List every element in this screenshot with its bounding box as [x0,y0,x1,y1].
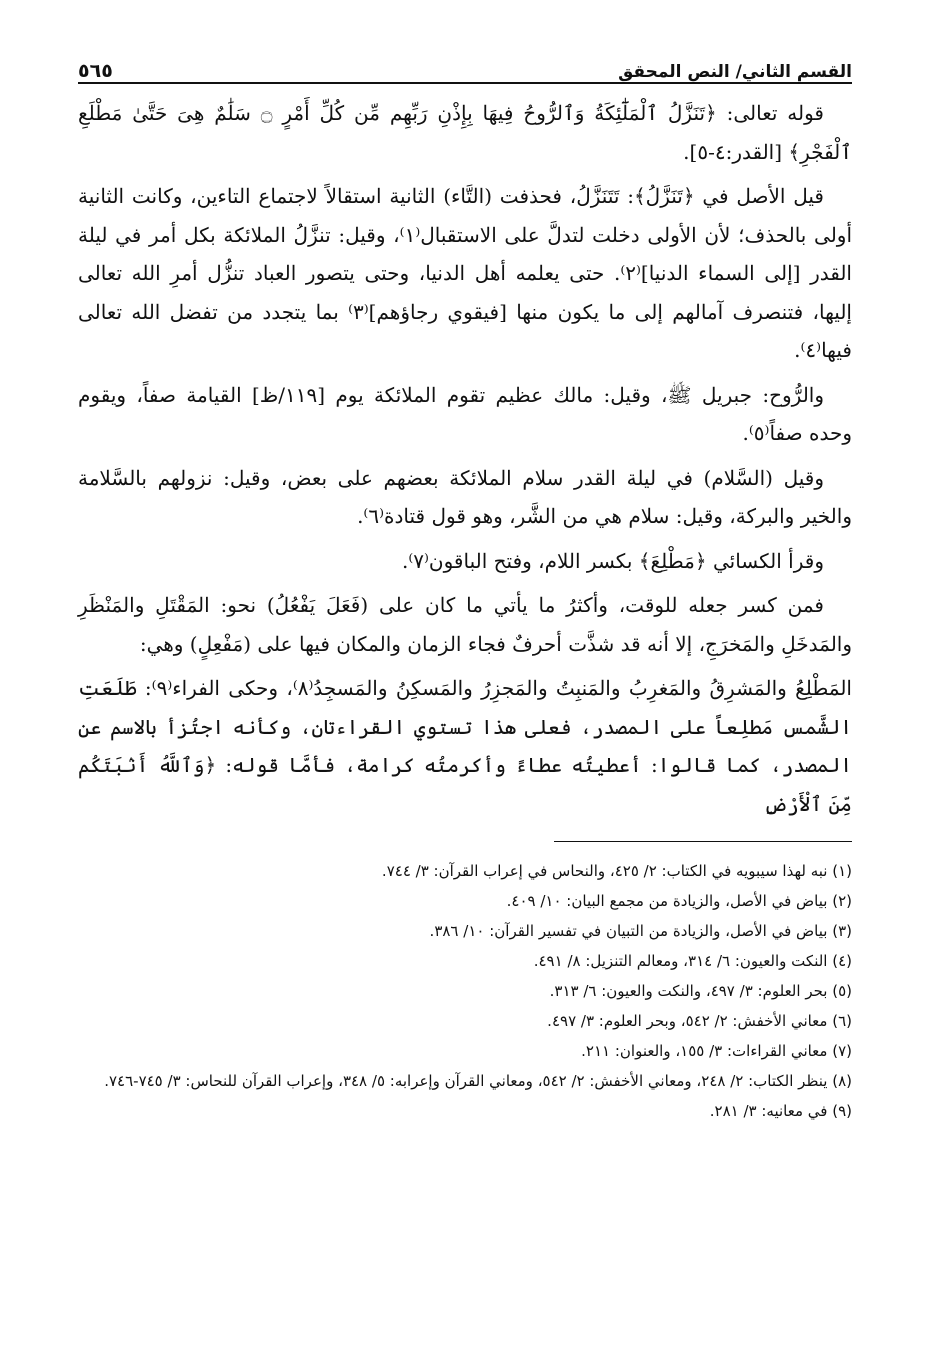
footnote-7: (٧) معاني القراءات: ٣/ ١٥٥، والعنوان: ٢١١. [581,1042,852,1060]
footnote-3: (٣) بياض في الأصل، والزيادة من التبيان في تفسير القرآن: ١٠/ ٣٨٦. [429,922,852,940]
paragraph-verse: قوله تعالى: ﴿تَنَزَّلُ ٱلْمَلَٰٓئِكَةُ وَٱلرُّوحُ فِيهَا بِإِذْنِ رَبِّهِم مِّن كُلِّ أَمْرٍ ۝ سَلَٰمٌ هِىَ حَتَّىٰ مَطْلَعِ ٱلْفَجْرِ﴾ [القدر:٤-٥]. [78,101,852,164]
main-text [78,94,852,823]
document-page [78,44,852,1334]
footnote-5: (٥) بحر العلوم: ٣/ ٤٩٧، والنكت والعيون: ٦/ ٣١٣. [549,982,852,1000]
paragraph-matla: المَطْلِعُ والمَشرِقُ والمَغرِبُ والمَنبِتُ والمَجزِرُ والمَسكِنُ والمَسجِدُ⁽٨⁾، وحكى الفراء⁽٩⁾: طَلَعَتِ الشَّمس مَطلِعاً على المصدر، فعلى هذا تستوي القراءتان، وكأنه اجتُزأ بالاسم عن المصدر، كما قالوا: أعطيتُه عطاءً وأكرمتُه كرامة، فأمَّا قوله: ﴿وَٱللَّهُ أَنۢبَتَكُم مِّنَ ٱلْأَرْضِ [78,676,852,816]
footnotes [78,856,852,1126]
paragraph-salam: وقيل (السَّلام) في ليلة القدر سلام الملائكة بعضهم على بعض، وقيل: نزولهم بالسَّلامة والخير والبركة، وقيل: سلام هي من الشَّر، وهو قول قتادة⁽٦⁾. [78,465,852,528]
footnote-separator [554,841,852,842]
page-number: ٥٦٥ [78,60,113,82]
footnote-8: (٨) ينظر الكتاب: ٢/ ٢٤٨، ومعاني الأخفش: ٢/ ٥٤٢، ومعاني القرآن وإعرابه: ٥/ ٣٤٨، وإعراب القرآن للنحاس: ٣/ ٧٤٥-٧٤٦. [104,1072,852,1090]
footnote-2: (٢) بياض في الأصل، والزيادة من مجمع البيان: ١٠/ ٤٠٩. [506,892,852,910]
paragraph-ruh: والرُّوح: جبريل ﷺ، وقيل: مالك عظيم تقوم الملائكة يوم [١١٩/ظ] القيامة صفاً، ويقوم وحده صفاً⁽٥⁾. [78,382,852,445]
footnote-1: (١) نبه لهذا سيبويه في الكتاب: ٢/ ٤٢٥، والنحاس في إعراب القرآن: ٣/ ٧٤٤. [381,862,852,880]
footnote-9: (٩) في معانيه: ٣/ ٢٨١. [709,1102,852,1120]
footnote-6: (٦) معاني الأخفش: ٢/ ٥٤٢، وبحر العلوم: ٣/ ٤٩٧. [547,1012,852,1030]
running-title: القسم الثاني/ النص المحقق [618,62,852,82]
running-header [78,44,852,84]
paragraph-kasr: فمن كسر جعله للوقت، وأكثرُ ما يأتي ما كان على (فَعَلَ يَفْعُلُ) نحو: المَقْتَلِ والمَنْظَرِ والمَدخَلِ والمَخرَجِ، إلا أنه قد شذَّت أحرفٌ فجاء الزمان والمكان فيها على (مَفْعِلٍ) وهي: [78,593,852,656]
footnote-4: (٤) النكت والعيون: ٦/ ٣١٤، ومعالم التنزيل: ٨/ ٤٩١. [533,952,852,970]
paragraph-kisai: وقرأ الكسائي ﴿مَطْلِعَ﴾ بكسر اللام، وفتح الباقون⁽٧⁾. [401,548,824,573]
paragraph-tanazzal: قيل الأصل في ﴿تَنَزَّلُ﴾: تَتَنَزَّلُ، فحذفت (التَّاء) الثانية استقالاً لاجتماع التاءين، وكانت الثانية أولى بالحذف؛ لأن الأولى دخلت لتدلَّ على الاستقبال⁽١⁾، وقيل: تنزَّلُ الملائكة بكل أمر في ليلة القدر [إلى السماء الدنيا]⁽٢⁾. حتى يعلمه أهل الدنيا، وحتى يتصور العباد تنزُّل أمرِ الله تعالى إليها، فتنصرف آمالهم إلى ما يكون منها [فيقوي رجاؤهم]⁽٣⁾ بما يتجدد من تفضل الله تعالى فيها⁽٤⁾. [78,184,853,362]
